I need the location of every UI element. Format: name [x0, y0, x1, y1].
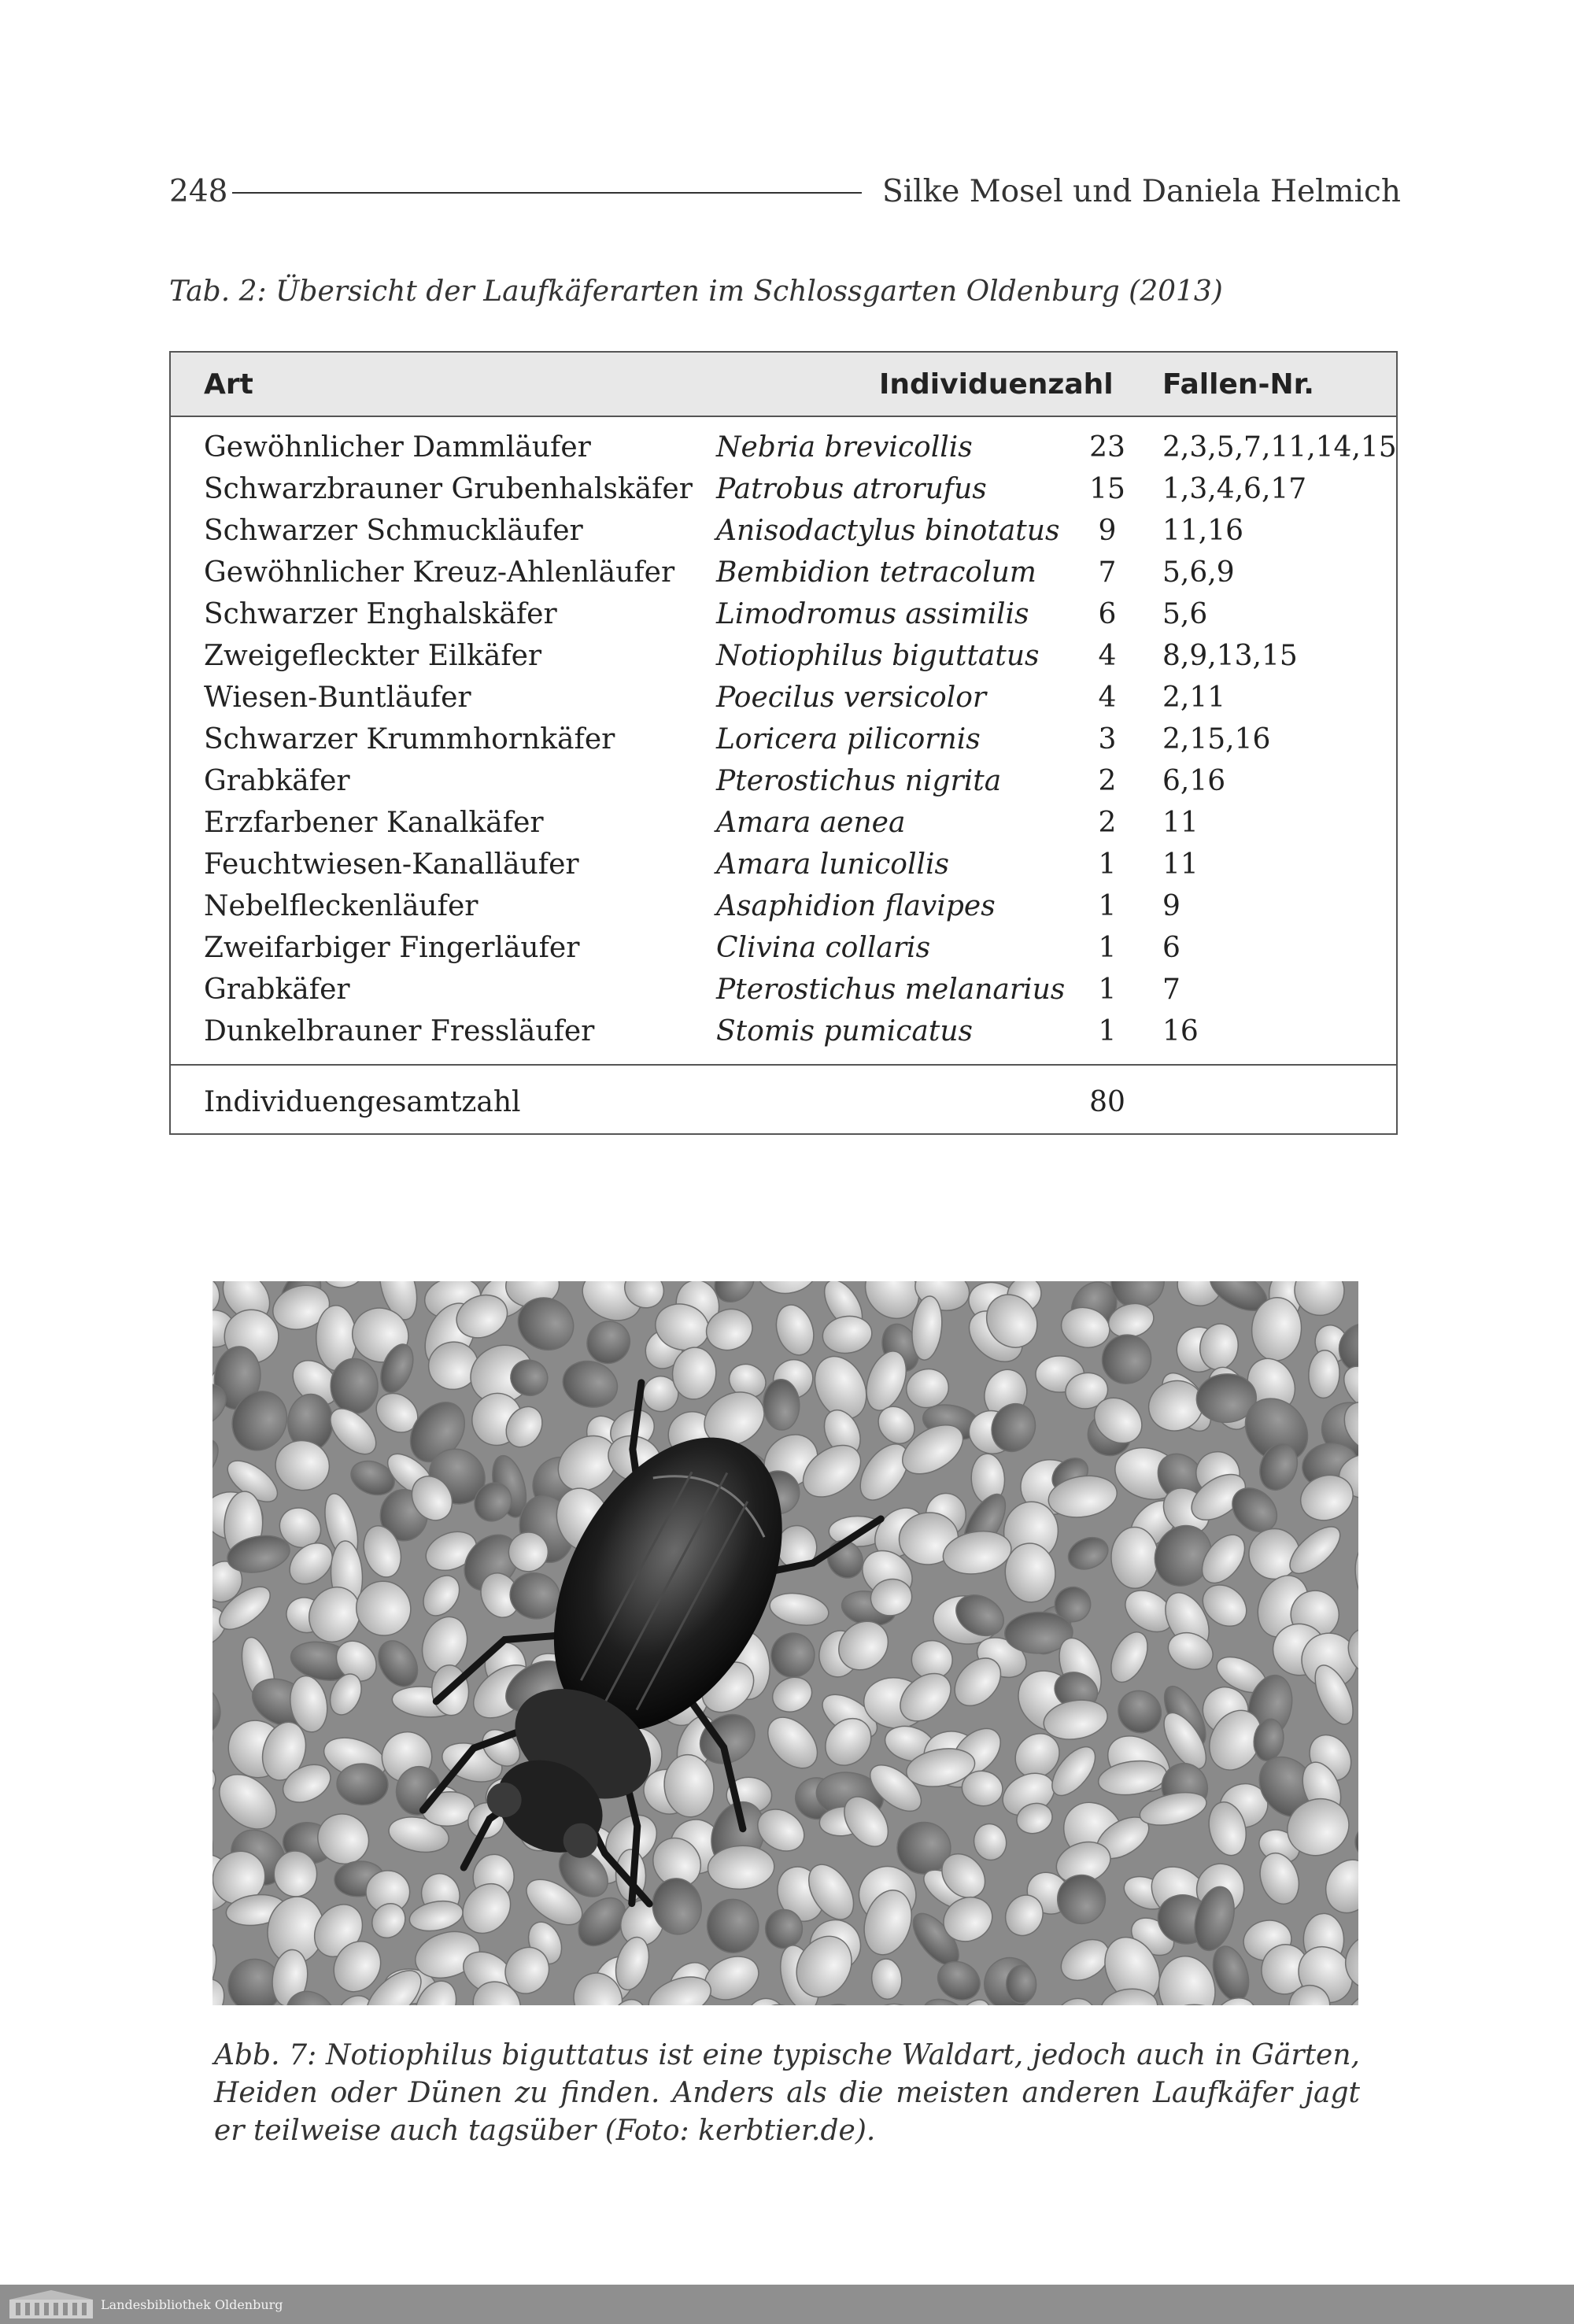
individual-count: 1: [1098, 848, 1117, 881]
species-latin-name: Limodromus assimilis: [716, 598, 1029, 630]
library-building-icon: [8, 2289, 94, 2320]
individual-count: 15: [1089, 473, 1125, 505]
sand-grain: [274, 1851, 317, 1897]
table-row: [171, 887, 1396, 929]
table-row: [171, 970, 1396, 1012]
trap-numbers: 2,3,5,7,11,14,15: [1162, 431, 1397, 464]
species-german-name: Zweigefleckter Eilkäfer: [204, 640, 542, 672]
trap-numbers: 5,6: [1162, 598, 1208, 630]
header-rule: [232, 192, 862, 194]
species-latin-name: Stomis pumicatus: [716, 1015, 974, 1047]
species-latin-name: Amara aenea: [716, 807, 906, 839]
total-value: 80: [1089, 1086, 1125, 1118]
species-german-name: Schwarzbrauner Grubenhalskäfer: [204, 473, 693, 505]
table-row: [171, 470, 1396, 512]
footer-bar: [0, 2285, 1574, 2324]
species-latin-name: Notiophilus biguttatus: [716, 640, 1040, 672]
individual-count: 6: [1098, 598, 1117, 630]
table-row: [171, 762, 1396, 804]
species-latin-name: Bembidion tetracolum: [716, 556, 1036, 589]
table-row: [171, 929, 1396, 970]
species-latin-name: Anisodactylus binotatus: [716, 515, 1060, 547]
sand-grain: [1007, 1966, 1036, 2004]
species-german-name: Grabkäfer: [204, 974, 350, 1006]
individual-count: 1: [1098, 974, 1117, 1006]
species-latin-name: Poecilus versicolor: [716, 682, 987, 714]
trap-numbers: 1,3,4,6,17: [1162, 473, 1307, 505]
total-label: Individuengesamtzahl: [204, 1086, 521, 1118]
species-latin-name: Pterostichus melanarius: [716, 974, 1066, 1006]
table-row: [171, 678, 1396, 720]
species-german-name: Dunkelbrauner Fressläufer: [204, 1015, 595, 1047]
trap-numbers: 11: [1162, 807, 1199, 839]
trap-numbers: 6: [1162, 932, 1180, 964]
table-row: [171, 845, 1396, 887]
beetle-photo: [212, 1281, 1358, 2005]
table-row: [171, 720, 1396, 762]
header-art: Art: [204, 368, 253, 401]
individual-count: 1: [1098, 932, 1117, 964]
species-latin-name: Pterostichus nigrita: [716, 765, 1002, 797]
individual-count: 7: [1098, 556, 1117, 589]
individual-count: 1: [1098, 1015, 1117, 1047]
table-total-row: [171, 1064, 1396, 1136]
species-german-name: Schwarzer Enghalskäfer: [204, 598, 557, 630]
sand-grain: [765, 1909, 803, 1949]
species-latin-name: Loricera pilicornis: [716, 723, 981, 756]
table-row: [171, 595, 1396, 637]
trap-numbers: 2,11: [1162, 682, 1226, 714]
species-table: [169, 351, 1398, 1135]
table-row: [171, 1012, 1396, 1054]
table-body: [171, 428, 1396, 1054]
species-german-name: Zweifarbiger Fingerläufer: [204, 932, 580, 964]
figure-caption: Abb. 7: Notiophilus biguttatus ist eine typische Waldart, jedoch auch in Gärten, Heiden oder Dünen zu finden. Anders als die meisten anderen Laufkäfer jagt er teilweise auch tagsüber (Foto: kerbtier.de).: [214, 2039, 1360, 2147]
table-header: [171, 353, 1396, 417]
trap-numbers: 16: [1162, 1015, 1199, 1047]
species-latin-name: Amara lunicollis: [716, 848, 949, 881]
species-german-name: Schwarzer Krummhornkäfer: [204, 723, 615, 756]
trap-numbers: 5,6,9: [1162, 556, 1235, 589]
species-german-name: Feuchtwiesen-Kanalläufer: [204, 848, 579, 881]
trap-numbers: 9: [1162, 890, 1180, 922]
individual-count: 1: [1098, 890, 1117, 922]
table-row: [171, 428, 1396, 470]
species-german-name: Gewöhnlicher Kreuz-Ahlenläufer: [204, 556, 675, 589]
species-german-name: Wiesen-Buntläufer: [204, 682, 471, 714]
sand-grain: [1110, 1527, 1158, 1589]
table-caption: Tab. 2: Übersicht der Laufkäferarten im Schlossgarten Oldenburg (2013): [169, 275, 1223, 308]
table-row: [171, 637, 1396, 678]
species-german-name: Grabkäfer: [204, 765, 350, 797]
table-row: [171, 804, 1396, 845]
individual-count: 3: [1098, 723, 1117, 756]
trap-numbers: 6,16: [1162, 765, 1226, 797]
individual-count: 2: [1098, 765, 1117, 797]
trap-numbers: 11,16: [1162, 515, 1244, 547]
trap-numbers: 11: [1162, 848, 1199, 881]
individual-count: 2: [1098, 807, 1117, 839]
species-german-name: Erzfarbener Kanalkäfer: [204, 807, 544, 839]
authors: Silke Mosel und Daniela Helmich: [881, 173, 1401, 209]
species-latin-name: Asaphidion flavipes: [716, 890, 996, 922]
species-latin-name: Clivina collaris: [716, 932, 931, 964]
trap-numbers: 8,9,13,15: [1162, 640, 1298, 672]
table-row: [171, 512, 1396, 553]
individual-count: 4: [1098, 640, 1117, 672]
page-header: [169, 172, 1401, 211]
species-latin-name: Patrobus atrorufus: [716, 473, 987, 505]
header-traps: Fallen-Nr.: [1162, 368, 1314, 401]
individual-count: 4: [1098, 682, 1117, 714]
table-row: [171, 553, 1396, 595]
page-number: 248: [169, 173, 228, 209]
trap-numbers: 7: [1162, 974, 1180, 1006]
species-german-name: Gewöhnlicher Dammläufer: [204, 431, 591, 464]
individual-count: 9: [1098, 515, 1117, 547]
trap-numbers: 2,15,16: [1162, 723, 1271, 756]
species-latin-name: Nebria brevicollis: [716, 431, 973, 464]
individual-count: 23: [1089, 431, 1125, 464]
species-german-name: Nebelfleckenläufer: [204, 890, 478, 922]
header-count: Individuenzahl: [879, 368, 1114, 401]
species-german-name: Schwarzer Schmuckläufer: [204, 515, 583, 547]
library-name: Landesbibliothek Oldenburg: [101, 2296, 283, 2312]
